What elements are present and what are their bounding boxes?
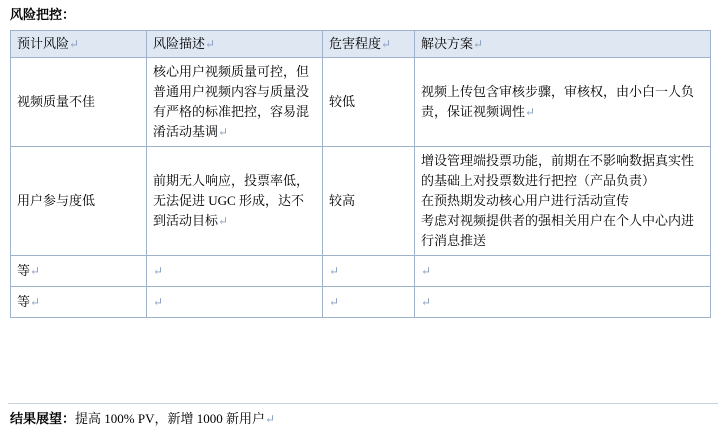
table-row <box>11 256 711 287</box>
cell-description <box>147 147 323 256</box>
pilcrow-icon: ↵ <box>30 295 41 309</box>
pilcrow-icon: ↵ <box>205 37 216 51</box>
pilcrow-icon: ↵ <box>30 264 41 278</box>
pilcrow-icon: ↵ <box>69 37 80 51</box>
pilcrow-icon: ↵ <box>381 37 392 51</box>
header-label-solution: 解决方案 <box>421 36 474 51</box>
table-row <box>11 58 711 147</box>
table-header-cell-risk <box>11 31 147 58</box>
solution-text: 视频上传包含审核步骤，审核权，由小白一人负责，保证视频调性 <box>421 84 695 119</box>
pilcrow-icon: ↵ <box>264 412 276 426</box>
table-header-cell-severity <box>323 31 415 58</box>
footer-divider <box>8 403 718 404</box>
severity-text: 较低 <box>329 94 356 109</box>
pilcrow-icon: ↵ <box>153 264 164 278</box>
result-outlook-text: 提高 100% PV，新增 1000 新用户 <box>75 411 265 426</box>
header-label-severity: 危害程度 <box>329 36 382 51</box>
cell-description <box>147 256 323 287</box>
cell-risk <box>11 287 147 318</box>
cell-solution <box>415 58 711 147</box>
page-title: 风险把控： <box>10 7 76 22</box>
header-label-description: 风险描述 <box>153 36 206 51</box>
table-header-cell-description <box>147 31 323 58</box>
cell-severity <box>323 58 415 147</box>
pilcrow-icon: ↵ <box>329 264 340 278</box>
pilcrow-icon: ↵ <box>473 37 484 51</box>
table-header-cell-solution <box>415 31 711 58</box>
severity-text: 较高 <box>329 193 356 208</box>
result-outlook-label: 结果展望： <box>10 411 76 426</box>
table-row <box>11 147 711 256</box>
cell-description <box>147 58 323 147</box>
pilcrow-icon: ↵ <box>421 264 432 278</box>
cell-severity <box>323 147 415 256</box>
cell-solution <box>415 147 711 256</box>
description-text: 前期无人响应，投票率低，无法促进 UGC 形成，达不到活动目标 <box>153 173 310 228</box>
pilcrow-icon: ↵ <box>218 214 229 228</box>
description-text: 核心用户视频质量可控，但普通用户视频内容与质量没有严格的标准把控，容易混淆活动基调 <box>153 64 310 139</box>
risk-control-table <box>10 30 711 318</box>
pilcrow-icon: ↵ <box>218 125 229 139</box>
solution-paragraph: 考虑对视频提供者的强相关用户在个人中心内进行消息推送 <box>421 213 695 248</box>
pilcrow-icon: ↵ <box>525 105 536 119</box>
cell-risk <box>11 147 147 256</box>
solution-paragraph: 增设管理端投票功能，前期在不影响数据真实性的基础上对投票数进行把控（产品负责） <box>421 153 695 188</box>
solution-paragraph: 在预热期发动核心用户进行活动宣传 <box>421 193 630 208</box>
pilcrow-icon: ↵ <box>421 295 432 309</box>
cell-severity <box>323 287 415 318</box>
cell-risk <box>11 58 147 147</box>
pilcrow-icon: ↵ <box>329 295 340 309</box>
cell-severity <box>323 256 415 287</box>
cell-description <box>147 287 323 318</box>
risk-text: 用户参与度低 <box>17 193 96 208</box>
result-outlook <box>10 410 275 428</box>
pilcrow-icon: ↵ <box>153 295 164 309</box>
table-row <box>11 287 711 318</box>
cell-solution <box>415 256 711 287</box>
risk-text: 等 <box>17 263 31 278</box>
table-header-row <box>11 31 711 58</box>
header-label-risk: 预计风险 <box>17 36 70 51</box>
cell-risk <box>11 256 147 287</box>
cell-solution <box>415 287 711 318</box>
risk-text: 视频质量不佳 <box>17 94 96 109</box>
risk-text: 等 <box>17 294 31 309</box>
